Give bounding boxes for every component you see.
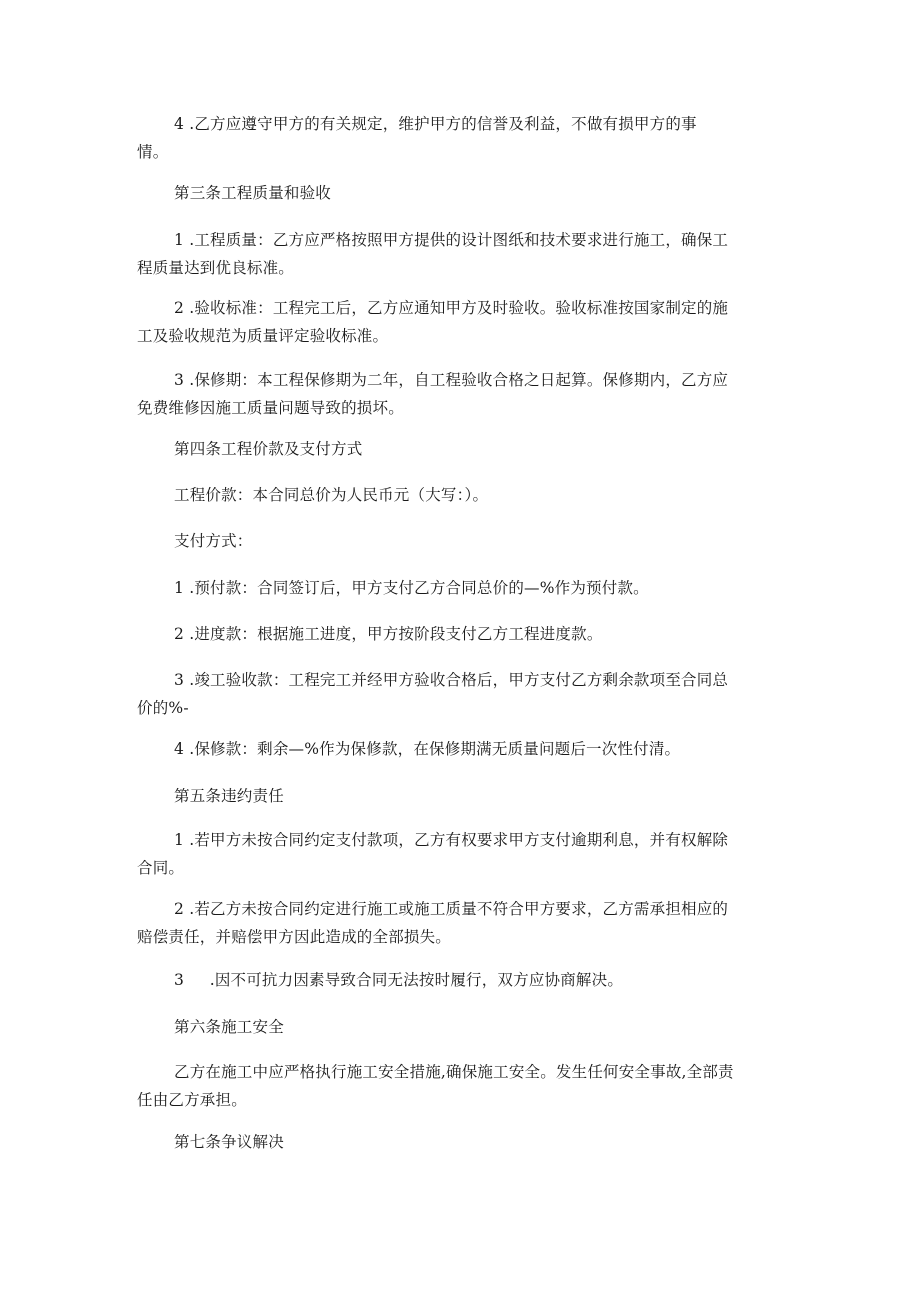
section-heading-4: 第四条工程价款及支付方式 (174, 440, 363, 458)
payment-method-label: 支付方式： (174, 532, 253, 550)
text-line: 3 .竣工验收款：工程完工并经甲方验收合格后，甲方支付乙方剩余款项至合同总 (174, 671, 729, 689)
text-line: 1 .工程质量：乙方应严格按照甲方提供的设计图纸和技术要求进行施工，确保工 (174, 231, 729, 249)
text-line: 任由乙方承担。 (137, 1091, 247, 1109)
text-line: 3 .保修期：本工程保修期为二年，自工程验收合格之日起算。保修期内，乙方应 (174, 371, 729, 389)
section-heading-6: 第六条施工安全 (174, 1018, 284, 1036)
text-line: 免费维修因施工质量问题导致的损坏。 (137, 399, 404, 417)
clause-4-item-1: 1 .预付款：合同签订后，甲方支付乙方合同总价的—%作为预付款。 (174, 579, 649, 597)
clause-4-item-2: 2 .进度款：根据施工进度，甲方按阶段支付乙方工程进度款。 (174, 625, 603, 643)
text-line: 乙方在施工中应严格执行施工安全措施,确保施工安全。发生任何安全事故,全部责 (174, 1063, 734, 1081)
text-line: 2 .验收标准：工程完工后，乙方应通知甲方及时验收。验收标准按国家制定的施 (174, 299, 729, 317)
clause-5-item-3: 3 .因不可抗力因素导致合同无法按时履行，双方应协商解决。 (174, 971, 624, 989)
text-line: 4 .乙方应遵守甲方的有关规定，维护甲方的信誉及利益，不做有损甲方的事 (174, 115, 697, 133)
clause-5-item-1 (137, 826, 789, 882)
text-line: 工及验收规范为质量评定验收标准。 (137, 327, 389, 345)
clause-4-item-4: 4 .保修款：剩余—%作为保修款，在保修期满无质量问题后一次性付清。 (174, 740, 681, 758)
text-line: 价的%- (137, 699, 189, 717)
text-line: 2 .若乙方未按合同约定进行施工或施工质量不符合甲方要求，乙方需承担相应的 (174, 900, 729, 918)
section-heading-5: 第五条违约责任 (174, 787, 284, 805)
text-line: 程质量达到优良标准。 (137, 259, 295, 277)
clause-5-item-2 (137, 895, 789, 951)
clause-3-item-3 (137, 366, 789, 422)
section-heading-7: 第七条争议解决 (174, 1133, 284, 1151)
document-page (137, 0, 789, 1301)
clause-3-item-2 (137, 294, 789, 350)
clause-3-item-1 (137, 226, 789, 282)
text-line: 情。 (137, 143, 169, 161)
construction-safety-text (137, 1058, 789, 1114)
text-line: 1 .若甲方未按合同约定支付款项，乙方有权要求甲方支付逾期利息，并有权解除 (174, 831, 729, 849)
contract-price: 工程价款：本合同总价为人民币元（大写：）。 (174, 486, 489, 504)
text-line: 合同。 (137, 859, 185, 877)
text-line: 赔偿责任，并赔偿甲方因此造成的全部损失。 (137, 928, 452, 946)
section-heading-3: 第三条工程质量和验收 (174, 184, 332, 202)
clause-2-item-4 (137, 110, 789, 166)
clause-4-item-3 (137, 666, 789, 722)
